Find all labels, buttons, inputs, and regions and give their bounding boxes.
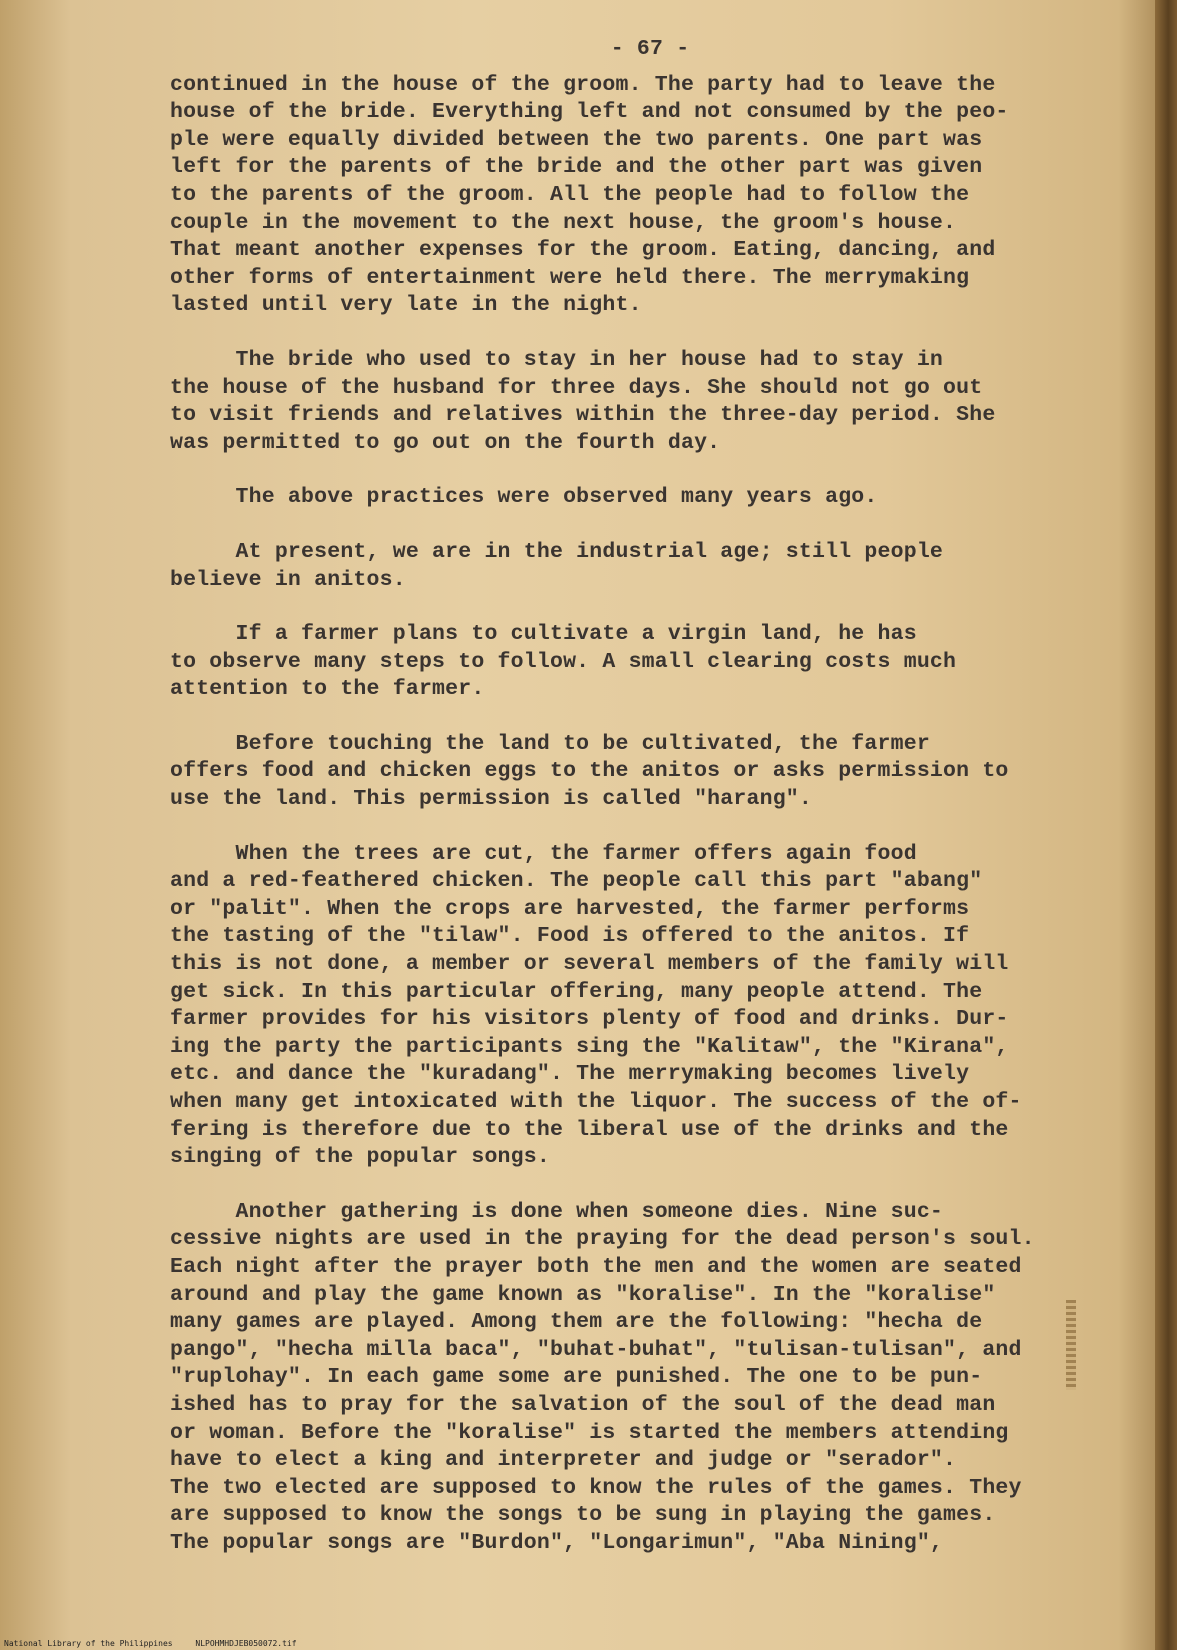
text-line: when many get intoxicated with the liquor. The success of the of- [170, 1090, 1022, 1114]
text-line: "ruplohay". In each game some are punished. The one to be pun- [170, 1365, 983, 1390]
text-line: to visit friends and relatives within the three-day period. She [170, 403, 996, 428]
text-line: or "palit". When the crops are harvested, the farmer performs [170, 896, 970, 921]
text-line: are supposed to know the songs to be sung in playing the games. [170, 1503, 996, 1528]
text-line: ished has to pray for the salvation of the soul of the dead man [170, 1392, 996, 1417]
text-line: Each night after the prayer both the men and the women are seated [170, 1254, 1022, 1279]
footer-file-id: NLPOHMHDJEB050072.tif [195, 1639, 297, 1648]
paragraph [170, 731, 1070, 814]
paragraph [170, 841, 1070, 1172]
text-line: the house of the husband for three days. She should not go out [170, 375, 983, 400]
text-line: attention to the farmer. [170, 677, 485, 702]
text-line: That meant another expenses for the groom. Eating, dancing, and [170, 238, 996, 263]
text-line: other forms of entertainment were held there. The merrymaking [170, 265, 970, 290]
text-line: Another gathering is done when someone dies. Nine suc- [170, 1199, 944, 1224]
paragraph-list [170, 72, 1070, 1558]
text-line: ple were equally divided between the two parents. One part was [170, 127, 983, 152]
text-line: At present, we are in the industrial age; still people [170, 539, 944, 564]
text-line: farmer provides for his visitors plenty of food and drinks. Dur- [170, 1007, 1009, 1032]
text-line: couple in the movement to the next house, the groom's house. [170, 210, 957, 235]
text-line: When the trees are cut, the farmer offers again food [170, 841, 917, 866]
text-line: left for the parents of the bride and the other part was given [170, 155, 983, 180]
text-line: If a farmer plans to cultivate a virgin land, he has [170, 622, 917, 647]
paragraph [170, 621, 1070, 704]
paragraph [170, 347, 1070, 457]
footer-library: National Library of the Philippines [4, 1639, 173, 1648]
text-line: cessive nights are used in the praying for the dead person's soul. [170, 1227, 1035, 1252]
text-line: offers food and chicken eggs to the anitos or asks permission to [170, 759, 1009, 784]
text-line: Before touching the land to be cultivated, the farmer [170, 731, 930, 756]
text-line: this is not done, a member or several members of the family will [170, 952, 1009, 977]
book-binding-edge [1155, 0, 1177, 1650]
text-line: or woman. Before the "koralise" is started the members attending [170, 1420, 1009, 1445]
text-line: to the parents of the groom. All the people had to follow the [170, 182, 970, 207]
text-line: The popular songs are "Burdon", "Longarimun", "Aba Nining", [170, 1530, 944, 1555]
paragraph [170, 539, 1070, 594]
page-number: - 67 - [610, 37, 690, 61]
text-line: pango", "hecha milla baca", "buhat-buhat", "tulisan-tulisan", and [170, 1337, 1022, 1362]
paragraph [170, 72, 1070, 320]
text-line: etc. and dance the "kuradang". The merrymaking becomes lively [170, 1062, 970, 1087]
text-line: fering is therefore due to the liberal use of the drinks and the [170, 1117, 1009, 1142]
text-line: the tasting of the "tilaw". Food is offered to the anitos. If [170, 924, 970, 949]
text-line: The above practices were observed many years ago. [170, 485, 878, 510]
text-line: have to elect a king and interpreter and judge or "serador". [170, 1448, 957, 1473]
text-line: many games are played. Among them are the following: "hecha de [170, 1310, 983, 1335]
text-line: house of the bride. Everything left and not consumed by the peo- [170, 100, 1009, 125]
text-line: around and play the game known as "koralise". In the "koralise" [170, 1282, 996, 1307]
text-line: The bride who used to stay in her house had to stay in [170, 347, 944, 372]
scan-footer [4, 1639, 315, 1648]
text-line: was permitted to go out on the fourth day. [170, 430, 721, 455]
text-line: get sick. In this particular offering, many people attend. The [170, 979, 983, 1004]
paragraph [170, 484, 1070, 512]
text-line: singing of the popular songs. [170, 1145, 550, 1170]
text-line: The two elected are supposed to know the rules of the games. They [170, 1475, 1022, 1500]
text-line: and a red-feathered chicken. The people call this part "abang" [170, 869, 983, 894]
paragraph [170, 1199, 1070, 1558]
text-line: lasted until very late in the night. [170, 293, 642, 318]
text-line: ing the party the participants sing the "Kalitaw", the "Kirana", [170, 1034, 1009, 1059]
text-line: to observe many steps to follow. A small clearing costs much [170, 649, 957, 674]
text-line: use the land. This permission is called "harang". [170, 787, 813, 812]
text-line: believe in anitos. [170, 567, 406, 592]
text-line: continued in the house of the groom. The party had to leave the [170, 72, 996, 97]
typewritten-text [170, 36, 1070, 1585]
